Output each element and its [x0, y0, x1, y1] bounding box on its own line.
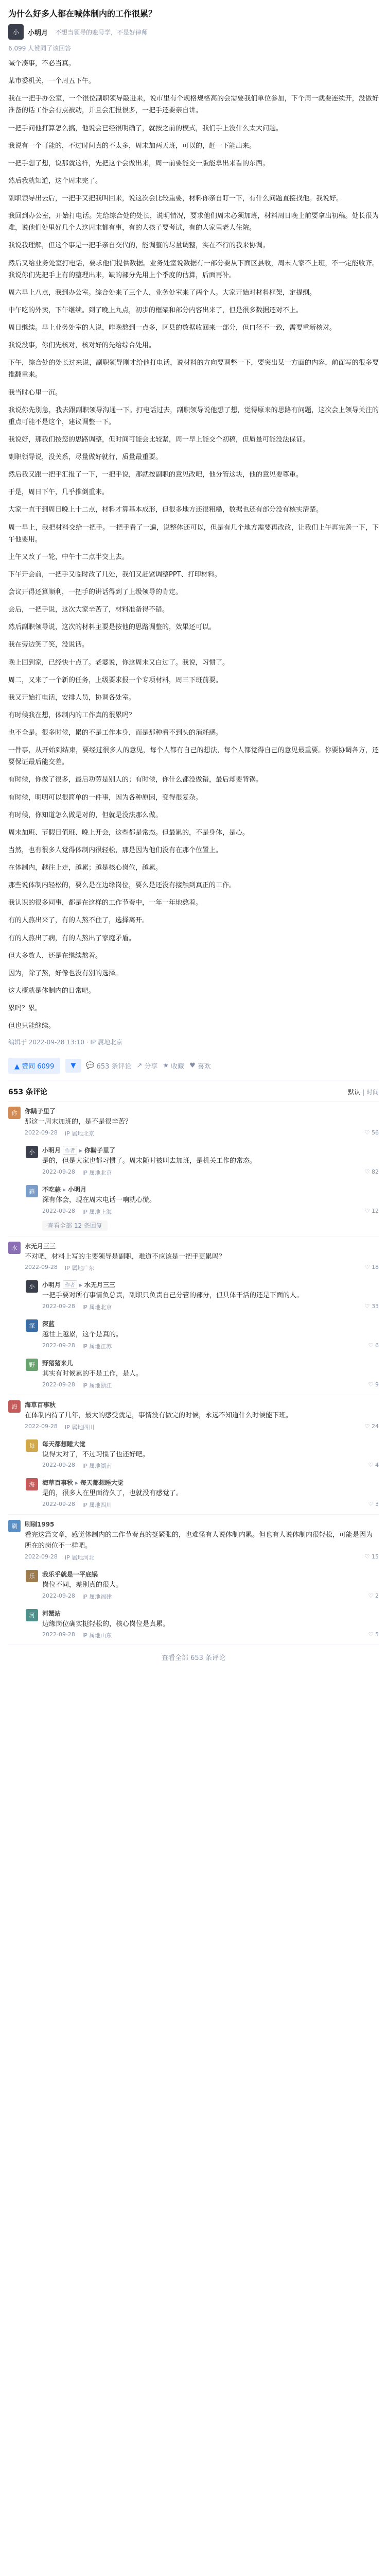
- comment-ip: IP 属地北京: [82, 1169, 112, 1176]
- answer-paragraph: 有的人熬出来了，有的人熬不住了，选择离开。: [8, 917, 149, 925]
- comment-text: 边缘岗位确实挺轻松的，核心岗位是真累。: [42, 1620, 170, 1628]
- comment-like-button[interactable]: [365, 1264, 379, 1272]
- comment-meta: [25, 1553, 379, 1562]
- like-button[interactable]: [189, 1061, 211, 1071]
- commenter-avatar[interactable]: 野: [26, 1359, 38, 1371]
- comments-count: 653 条评论: [8, 1088, 48, 1097]
- comment-like-count: 33: [372, 1303, 379, 1310]
- answer-paragraph: 一把手问他打算怎么搞，他说会已经很明确了，就按之前的模式，我们手上没什么太大问题。: [8, 124, 283, 132]
- comment-like-button[interactable]: [365, 1303, 379, 1311]
- edited-time: 编辑于 2022-09-28 13:10 · IP 属地北京: [8, 1039, 122, 1046]
- heart-icon: ♡: [368, 1631, 375, 1638]
- comment-text: 深有体会，现在周末电话一响就心慌。: [42, 1196, 156, 1204]
- comment-text: 其实有时候累的不是工作，是人。: [42, 1370, 143, 1378]
- answer-paragraph: 会议开得还算顺利，一把手的讲话得到了上级领导的肯定。: [8, 588, 183, 596]
- answer-paragraph: 一把手想了想，说那就这样，先把这个会做出来，周一前要能交一版能拿出来看的东西。: [8, 159, 270, 167]
- comment-time: 2022-09-28: [42, 1381, 75, 1388]
- comment-text: 是的，但是大家也都习惯了。周末随时被叫去加班，是机关工作的常态。: [42, 1157, 257, 1165]
- comment-ip: IP 属地四川: [82, 1502, 112, 1509]
- comment-text: 在体制内待了几年，最大的感受就是，事情没有做完的时候，永远不知道什么时候能下班。: [25, 1411, 293, 1419]
- comment-reply: [8, 1141, 379, 1180]
- commenter-avatar[interactable]: 深: [26, 1319, 38, 1332]
- share-button[interactable]: [137, 1061, 158, 1071]
- answer-paragraph: 当然，也有很多人觉得体制内很轻松，那是因为他们没有在那个位置上。: [8, 846, 223, 854]
- commenter-name[interactable]: 小明月: [42, 1281, 61, 1289]
- comment-ip: IP 属地福建: [82, 1593, 112, 1600]
- comment-meta: [42, 1168, 379, 1177]
- commenter-name-row: [25, 1107, 379, 1115]
- comment-text: 不对吧，材料上写的主要领导是副职，难道不应该是一把手更累吗？: [25, 1252, 226, 1261]
- answer-paragraph: 有的人熬出了病，有的人熬出了家庭矛盾。: [8, 934, 136, 942]
- comment-like-count: 2: [375, 1592, 379, 1599]
- comment-time: 2022-09-28: [42, 1342, 75, 1349]
- commenter-name-row: [42, 1185, 379, 1194]
- share-label: 分享: [144, 1063, 158, 1071]
- answer-paragraph: 某市委机关，一个周五下午。: [8, 77, 96, 86]
- comment-time: 2022-09-28: [25, 1553, 58, 1560]
- answer-paragraph: 一件事，从开始到结束，要经过很多人的意见，每个人都有自己的想法，每个人都觉得自己的意见最重要。你要协调各方，还要保证最后能交差。: [8, 747, 379, 767]
- comment-meta: [42, 1631, 379, 1639]
- heart-icon: ♡: [364, 1264, 372, 1271]
- commenter-avatar[interactable]: 乐: [26, 1570, 38, 1582]
- commenter-name[interactable]: 不吃蒜: [42, 1185, 61, 1193]
- sort-time-tab[interactable]: 时间: [366, 1088, 379, 1096]
- comments-header: [8, 1080, 379, 1101]
- comment-like-count: 4: [375, 1462, 379, 1469]
- comment-meta: [25, 1129, 379, 1138]
- comment-time: 2022-09-28: [42, 1207, 75, 1214]
- commenter-avatar[interactable]: 你: [8, 1107, 21, 1119]
- answer-paragraph: 我认识的很多同事，都是在这样的工作节奏中，一年一年地熬着。: [8, 899, 203, 907]
- comment-reply: [8, 1314, 379, 1353]
- comment-like-button[interactable]: [365, 1208, 379, 1216]
- like-label: 喜欢: [197, 1063, 211, 1071]
- comment-time: 2022-09-28: [42, 1462, 75, 1469]
- answer-paragraph: 下午，综合处的处长过来说，副职领导刚才给他打电话，说材料的方向要调整一下，要突出某一方面的内容，前面写的很多要推翻重来。: [8, 359, 379, 379]
- heart-icon: ♡: [364, 1207, 372, 1214]
- commenter-name[interactable]: 每天都想睡大觉: [42, 1440, 86, 1448]
- comment-reply: [8, 1353, 379, 1393]
- author-name[interactable]: 小明月: [28, 29, 48, 37]
- comment-button[interactable]: [86, 1061, 131, 1071]
- favorite-label: 收藏: [171, 1063, 185, 1071]
- commenter-name-row: [25, 1520, 379, 1529]
- share-icon: ↗: [136, 1062, 143, 1070]
- comment-ip: IP 属地上海: [82, 1208, 112, 1215]
- comment-ip: IP 属地北京: [64, 1130, 95, 1138]
- commenter-avatar[interactable]: 水: [8, 1242, 21, 1254]
- commenter-name[interactable]: 野猪猪来儿: [42, 1360, 74, 1367]
- disagree-button[interactable]: ▼: [65, 1059, 81, 1073]
- heart-icon: ♡: [364, 1303, 372, 1310]
- comment-time: 2022-09-28: [42, 1303, 75, 1310]
- comment-text: 岗位不同，差别真的很大。: [42, 1581, 123, 1589]
- comment-item: [8, 1515, 379, 1565]
- author-bio: 不想当领导的账号学，不是好律师: [55, 28, 148, 36]
- comment-text: 越往上越累，这个是真的。: [42, 1331, 123, 1339]
- comment-reply: [8, 1180, 379, 1219]
- commenter-name[interactable]: 海草百事秋: [25, 1401, 56, 1409]
- commenter-avatar[interactable]: 小: [26, 1280, 38, 1293]
- comment-like-button[interactable]: [365, 1553, 379, 1562]
- answer-content: [8, 58, 379, 1032]
- author-avatar[interactable]: 小: [8, 24, 24, 40]
- answer-paragraph: 也不全是。很多时候，累的不是工作本身，而是那种看不到头的消耗感。: [8, 729, 223, 737]
- comment-ip: IP 属地浙江: [82, 1382, 112, 1389]
- comment-item: [8, 1395, 379, 1434]
- comment-thread: [8, 1101, 379, 1236]
- commenter-name[interactable]: 海草百事秋: [42, 1479, 74, 1487]
- commenter-name-row: [42, 1570, 379, 1579]
- commenter-name-row: [42, 1439, 379, 1448]
- answer-paragraph: 然后副职领导说，这次的材料主要是按他的思路调整的，效果还可以。: [8, 623, 216, 632]
- answer-paragraph: 我在旁边笑了笑，没说话。: [8, 641, 89, 649]
- commenter-name-row: [42, 1359, 379, 1367]
- answer-paragraph: 周一早上，我把材料交给一把手。一把手看了一遍，说整体还可以，但是有几个地方需要再改改，让我们上午再完善一下，下午他要用。: [8, 523, 379, 544]
- comment-like-count: 6: [375, 1342, 379, 1349]
- action-bar: [8, 1054, 379, 1080]
- comment-like-button[interactable]: [368, 1592, 379, 1601]
- answer-paragraph: 晚上回到家，已经快十点了。老婆说，你这周末又白过了。我说，习惯了。: [8, 658, 230, 667]
- comment-reply: [8, 1275, 379, 1314]
- comment-like-button[interactable]: [365, 1168, 379, 1177]
- comment-list: [8, 1101, 379, 1645]
- answer-paragraph: 那些说体制内轻松的，要么是在边缘岗位，要么是还没有接触到真正的工作。: [8, 882, 236, 890]
- commenter-avatar[interactable]: 刷: [8, 1520, 21, 1532]
- load-more-comments[interactable]: 查看全部 653 条评论: [161, 1654, 226, 1663]
- comment-thread: [8, 1395, 379, 1515]
- answer-paragraph: 上午又改了一轮，中午十二点半交上去。: [8, 553, 129, 561]
- answer-paragraph: 因为，除了熬，好像也没有别的选择。: [8, 969, 122, 977]
- answer-paragraph: 周末加班、节假日值班、晚上开会，这些都是常态。但最累的，不是身体，是心。: [8, 828, 250, 837]
- answer-paragraph: 副职领导出去后，一把手又把我叫回来，说这次会比较重要，材料你亲自盯一下，有什么问题直接找他。我说好。: [8, 195, 343, 202]
- question-title[interactable]: 为什么好多人都在喊体制内的工作很累？: [8, 9, 157, 19]
- answer-paragraph: 然后我又跟一把手汇报了一下，一把手说，那就按副职的意见改吧，他分管这块，他的意见要尊重。: [8, 471, 303, 479]
- comment-like-count: 82: [372, 1168, 379, 1175]
- answer-paragraph: 我说有一个可能的，不过时间真的不太多，周末加两天班，可以的，赶一下能出来。: [8, 142, 256, 150]
- comment-like-count: 9: [375, 1381, 379, 1388]
- comment-meta: [25, 1264, 379, 1272]
- comment-ip: IP 属地江苏: [82, 1343, 112, 1350]
- agree-summary: 6,099 人赞同了该回答: [8, 45, 72, 52]
- comment-ip: IP 属地四川: [64, 1423, 95, 1431]
- commenter-name[interactable]: 刷刷1995: [25, 1521, 55, 1529]
- heart-icon: ♡: [364, 1553, 372, 1560]
- commenter-name-row: [42, 1478, 379, 1487]
- comment-time: 2022-09-28: [42, 1501, 75, 1508]
- reply-arrow-icon: ▸: [75, 1479, 79, 1487]
- answer-paragraph: 会后，一把手说，这次大家辛苦了，材料准备得不错。: [8, 606, 169, 614]
- heart-icon: ♥: [189, 1062, 196, 1070]
- answer-paragraph: 副职领导说，没关系，尽量做好就行，质量最重要。: [8, 453, 163, 461]
- comment-ip: IP 属地山东: [82, 1632, 112, 1639]
- comments-sort: 默认 | 时间: [348, 1088, 379, 1096]
- view-more-replies-button[interactable]: 查看全部 12 条回复: [42, 1221, 108, 1231]
- commenter-avatar[interactable]: 蒜: [26, 1185, 38, 1197]
- heart-icon: ♡: [364, 1129, 372, 1137]
- answer-paragraph: 我说我理解，但这个事是一把手亲自交代的，能调整的尽量调整，实在不行的我来协调。: [8, 242, 270, 250]
- comment-like-count: 18: [372, 1264, 379, 1271]
- favorite-button[interactable]: [163, 1061, 184, 1071]
- comment-time: 2022-09-28: [42, 1592, 75, 1599]
- comment-text: 说得太对了，不过习惯了也还好吧。: [42, 1450, 150, 1459]
- answer-paragraph: 这大概就是体制内的日常吧。: [8, 987, 96, 995]
- answer-paragraph: 然后又给业务处室打电话，要求他们提供数据。业务处室说数据有一部分要从下面区县收，周末人家不上班，不一定能收齐。我说你们先把手上有的整理出来，缺的部分先用上个季度的估算，后面再补。: [8, 259, 379, 279]
- commenter-name[interactable]: 水无月三三: [25, 1242, 56, 1250]
- answer-paragraph: 周六早上八点，我到办公室。综合处来了三个人，业务处室来了两个人。大家开始对材料框架，定提纲。: [8, 289, 316, 297]
- comment-ip: IP 属地广东: [64, 1265, 95, 1272]
- commenter-name-row: [42, 1609, 379, 1618]
- answer-paragraph: 我说你先别急，我去跟副职领导沟通一下。打电话过去，副职领导说他想了想，觉得原来的思路有问题，这次会上领导关注的重点可能不是这个，建议调整一下。: [8, 406, 379, 426]
- comment-like-count: 56: [372, 1129, 379, 1137]
- heart-icon: ♡: [368, 1342, 375, 1349]
- commenter-name[interactable]: 我乐乎就是一平底锅: [42, 1570, 98, 1578]
- answer-paragraph: 我说好，那我们按您的思路调整，但时间可能会比较紧，周一早上能交个初稿，但质量可能没法保证。: [8, 435, 310, 444]
- comment-like-button[interactable]: [368, 1631, 379, 1639]
- reply-arrow-icon: ▸: [79, 1147, 83, 1155]
- comment-meta: [42, 1303, 379, 1311]
- reply-arrow-icon: ▸: [63, 1185, 66, 1193]
- comment-like-button[interactable]: [368, 1462, 379, 1470]
- comment-thread: [8, 1515, 379, 1645]
- comment-reply: [8, 1565, 379, 1604]
- comment-reply: [8, 1604, 379, 1643]
- comment-text: 看完这篇文章，感觉体制内的工作节奏真的挺紧张的，也难怪有人说体制内累。但也有人说体制内很轻松，可能是因为所在的岗位不一样吧。: [25, 1531, 373, 1550]
- comment-reply: [8, 1434, 379, 1473]
- reply-to-name[interactable]: 每天都想睡大觉: [80, 1479, 124, 1487]
- commenter-avatar[interactable]: 海: [8, 1400, 21, 1413]
- comment-like-button[interactable]: [365, 1129, 379, 1138]
- author-tag: 作者: [63, 1280, 77, 1289]
- comment-meta: [42, 1381, 379, 1389]
- heart-icon: ♡: [368, 1381, 375, 1388]
- comment-text: 那这一周末加班的，是不是很辛苦？: [25, 1118, 132, 1126]
- heart-icon: ♡: [368, 1592, 375, 1599]
- comment-time: 2022-09-28: [25, 1129, 58, 1137]
- commenter-name[interactable]: 河蟹站: [42, 1609, 61, 1617]
- answer-paragraph: 周二，又来了一个新的任务，上级要求报一个专项材料，周三下班前要。: [8, 676, 223, 684]
- agree-button[interactable]: ▲ 赞同 6099: [8, 1058, 60, 1074]
- commenter-name-row: [42, 1319, 379, 1328]
- reply-arrow-icon: ▸: [79, 1281, 83, 1289]
- heart-icon: ♡: [364, 1168, 372, 1175]
- star-icon: ★: [163, 1062, 169, 1070]
- answer-paragraph: 我又开始打电话，安排人员，协调各处室。: [8, 693, 136, 702]
- answer-paragraph: 有时候，明明可以很简单的一件事，因为各种原因，变得很复杂。: [8, 793, 203, 802]
- answer-paragraph: 有时候，你做了很多，最后功劳是别人的；有时候，你什么都没做错，最后却要背锅。: [8, 776, 263, 784]
- comment-item: [8, 1101, 379, 1141]
- comment-text: 一把手要对所有事情负总责，副职只负责自己分管的部分，但具体干活的还是下面的人。: [42, 1292, 304, 1300]
- answer-paragraph: 我当时心里一沉。: [8, 388, 62, 397]
- author-row: [8, 23, 379, 43]
- comment-time: 2022-09-28: [42, 1168, 75, 1175]
- answer-paragraph: 在体制内，越往上走，越累；越是核心岗位，越累。: [8, 864, 163, 872]
- comment-like-count: 24: [372, 1422, 379, 1430]
- comment-like-count: 5: [375, 1631, 379, 1638]
- commenter-avatar[interactable]: 小: [26, 1146, 38, 1158]
- comment-like-button[interactable]: [368, 1381, 379, 1389]
- author-tag: 作者: [63, 1146, 77, 1155]
- reply-to-name[interactable]: 水无月三三: [84, 1281, 116, 1289]
- comment-like-count: 3: [375, 1501, 379, 1508]
- comment-meta: [42, 1501, 379, 1509]
- heart-icon: ♡: [364, 1422, 372, 1430]
- comment-meta: [42, 1342, 379, 1350]
- comment-like-button[interactable]: [365, 1423, 379, 1431]
- heart-icon: ♡: [368, 1501, 375, 1508]
- answer-paragraph: 于是，周日下午，几乎推倒重来。: [8, 488, 109, 497]
- comment-meta: [42, 1462, 379, 1470]
- answer-paragraph: 大家一直干到周日晚上十二点，材料才算基本成形，但很多地方还很粗糙，数据也还有部分没有核实清楚。: [8, 506, 323, 514]
- comment-ip: IP 属地湖南: [82, 1463, 112, 1470]
- comment-reply: [8, 1473, 379, 1512]
- commenter-avatar[interactable]: 河: [26, 1609, 38, 1621]
- answer-paragraph: 有时候，你知道怎么做是对的，但就是没法那么做。: [8, 811, 163, 819]
- comment-like-count: 15: [372, 1553, 379, 1560]
- answer-paragraph: 累吗？累。: [8, 1005, 42, 1012]
- comment-time: 2022-09-28: [25, 1422, 58, 1430]
- comment-like-count: 12: [372, 1207, 379, 1214]
- reply-to-name[interactable]: 你瞒子里了: [84, 1147, 116, 1155]
- commenter-name-row: [42, 1280, 379, 1289]
- answer-paragraph: 但大多数人，还是在继续熬着。: [8, 952, 102, 960]
- commenter-name[interactable]: 深蓝: [42, 1320, 55, 1328]
- comment-ip: IP 属地北京: [82, 1304, 112, 1311]
- comment-text: 是的，很多人在里面待久了，也就没有感觉了。: [42, 1489, 183, 1498]
- commenter-name[interactable]: 小明月: [42, 1147, 61, 1155]
- answer-paragraph: 喊个凑事，不必当真。: [8, 60, 76, 67]
- comment-like-button[interactable]: [368, 1342, 379, 1350]
- comment-count-label: 653 条评论: [96, 1063, 132, 1071]
- comment-meta: [42, 1592, 379, 1601]
- comment-time: 2022-09-28: [25, 1264, 58, 1271]
- comment-icon: 💬: [86, 1062, 95, 1070]
- answer-paragraph: 但也只能继续。: [8, 1022, 56, 1030]
- commenter-avatar[interactable]: 海: [26, 1478, 38, 1490]
- commenter-name-row: [25, 1400, 379, 1409]
- answer-paragraph: 然后我就知道，这个周末完了。: [8, 177, 102, 185]
- answer-paragraph: 周日继续。早上业务处室的人说，昨晚熬到一点多，区县的数据收回来一部分，但口径不一致，需要重新核对。: [8, 324, 337, 332]
- heart-icon: ♡: [368, 1462, 375, 1469]
- comment-time: 2022-09-28: [42, 1631, 75, 1638]
- commenter-name-row: [25, 1242, 379, 1250]
- comment-thread: [8, 1236, 379, 1395]
- comment-item: [8, 1236, 379, 1276]
- answer-paragraph: 我回到办公室，开始打电话。先给综合处的处长，说明情况，要求他们周末必须加班，材料周日晚上前要拿出初稿。处长很为难，说他们处里好几个人这周末都有事，有的人孩子要考试，有的人家里老人住院。: [8, 212, 379, 232]
- answer-paragraph: 有时候我在想，体制内的工作真的很累吗？: [8, 711, 136, 719]
- answer-paragraph: 下午开会前，一把手又临时改了几处，我们又赶紧调整PPT、打印材料。: [8, 570, 221, 579]
- comment-like-button[interactable]: [368, 1501, 379, 1509]
- commenter-name[interactable]: 你瞒子里了: [25, 1108, 56, 1115]
- commenter-avatar[interactable]: 每: [26, 1439, 38, 1452]
- comment-meta: [42, 1208, 379, 1216]
- answer-paragraph: 中午吃的外卖，下午继续。到了晚上九点，初步的框架和部分内容出来了，但是很多数据还对不上。: [8, 306, 303, 314]
- sort-default-tab[interactable]: 默认: [348, 1088, 361, 1096]
- commenter-name-row: [42, 1146, 379, 1155]
- answer-paragraph: 我说没事，你们先核对，核对好的先给综合处用。: [8, 342, 156, 350]
- reply-to-name[interactable]: 小明月: [68, 1185, 87, 1193]
- comment-meta: [25, 1423, 379, 1431]
- answer-paragraph: 我在一把手办公室，一个很位副职领导敲进来，说市里有个规格规格高的会需要我们单位参加，下个周一就要连续开，没做好准备的话工作会有点被动，并且会汇报很多，一把手还要亲自讲。: [8, 95, 379, 115]
- comment-ip: IP 属地河北: [64, 1554, 95, 1561]
